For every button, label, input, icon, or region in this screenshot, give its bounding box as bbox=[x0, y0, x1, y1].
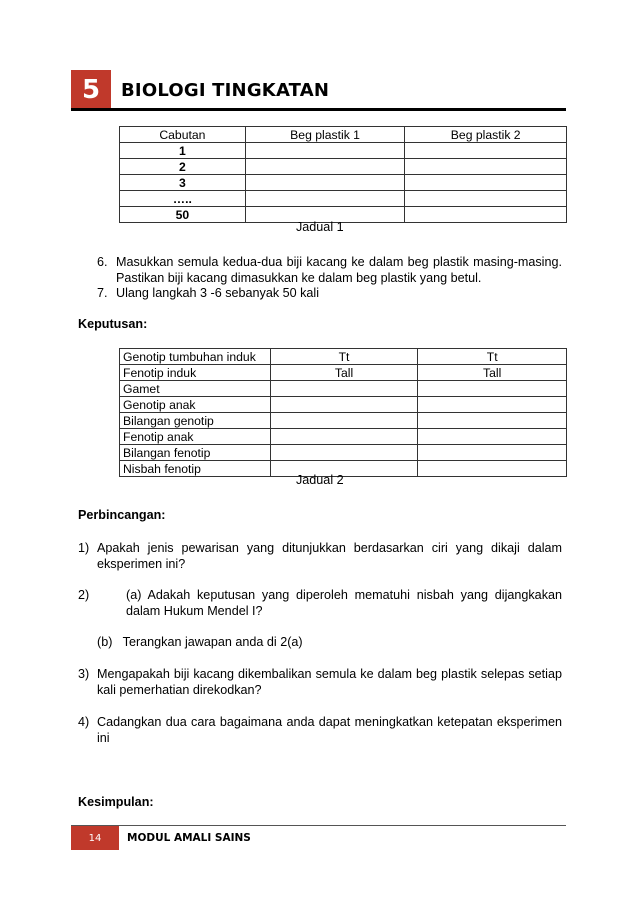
table-cell: Tall bbox=[270, 365, 418, 381]
table-cell bbox=[245, 143, 405, 159]
table-cell bbox=[245, 159, 405, 175]
step-text: Masukkan semula kedua-dua biji kacang ke dalam beg plastik masing-masing. Pastikan biji kacang dimasukkan ke dalam beg plastik yang betul. bbox=[116, 255, 562, 285]
column-header-beg-1: Beg plastik 1 bbox=[245, 127, 405, 143]
question-text: Cadangkan dua cara bagaimana anda dapat meningkatkan ketepatan eksperimen ini bbox=[97, 715, 562, 745]
table-row bbox=[120, 349, 567, 365]
table-row bbox=[120, 159, 567, 175]
table-cell: Fenotip anak bbox=[120, 429, 271, 445]
table-cell: Tall bbox=[418, 365, 567, 381]
page-number: 14 bbox=[71, 826, 119, 850]
table-row bbox=[120, 413, 567, 429]
table-cell: Bilangan fenotip bbox=[120, 445, 271, 461]
question-number: 2) bbox=[78, 588, 90, 602]
chapter-number-badge: 5 bbox=[71, 70, 111, 110]
column-header-cabutan: Cabutan bbox=[120, 127, 246, 143]
table-cell bbox=[418, 397, 567, 413]
table-caption: Jadual 1 bbox=[296, 220, 344, 234]
table-cell: Tt bbox=[270, 349, 418, 365]
table-cell: ….. bbox=[120, 191, 246, 207]
column-header-beg-2: Beg plastik 2 bbox=[405, 127, 567, 143]
table-row bbox=[120, 445, 567, 461]
table-cell bbox=[245, 175, 405, 191]
section-heading-kesimpulan: Kesimpulan: bbox=[78, 795, 154, 809]
table-row bbox=[120, 175, 567, 191]
question-number: 1) bbox=[78, 541, 90, 555]
table-header-row bbox=[120, 127, 567, 143]
table-row bbox=[120, 365, 567, 381]
table-cell bbox=[405, 175, 567, 191]
table-cell bbox=[270, 429, 418, 445]
table-cell bbox=[270, 381, 418, 397]
table-cell bbox=[405, 207, 567, 223]
table-cell bbox=[418, 445, 567, 461]
table-cell: Nisbah fenotip bbox=[120, 461, 271, 477]
table-cell: 3 bbox=[120, 175, 246, 191]
table-cell: 50 bbox=[120, 207, 246, 223]
table-cell bbox=[245, 191, 405, 207]
step-number: 7. bbox=[97, 286, 108, 300]
table-cell bbox=[270, 445, 418, 461]
table-row bbox=[120, 381, 567, 397]
table-cell: Bilangan genotip bbox=[120, 413, 271, 429]
page-title: BIOLOGI TINGKATAN bbox=[121, 80, 330, 101]
header-divider bbox=[71, 108, 566, 111]
section-heading-keputusan: Keputusan: bbox=[78, 317, 148, 331]
table-cell: 2 bbox=[120, 159, 246, 175]
table-cell bbox=[270, 461, 418, 477]
table-cell bbox=[418, 429, 567, 445]
table-keputusan bbox=[119, 348, 567, 477]
table-cell: Genotip anak bbox=[120, 397, 271, 413]
table-row bbox=[120, 143, 567, 159]
table-caption: Jadual 2 bbox=[296, 473, 344, 487]
step-number: 6. bbox=[97, 255, 108, 269]
footer-title: MODUL AMALI SAINS bbox=[127, 832, 251, 844]
table-cell bbox=[405, 143, 567, 159]
table-cell bbox=[418, 413, 567, 429]
table-row bbox=[120, 191, 567, 207]
table-cell: Genotip tumbuhan induk bbox=[120, 349, 271, 365]
table-cell: Tt bbox=[418, 349, 567, 365]
table-cabutan bbox=[119, 126, 567, 223]
table-row bbox=[120, 397, 567, 413]
question-number: 3) bbox=[78, 667, 90, 681]
question-text: Apakah jenis pewarisan yang ditunjukkan berdasarkan ciri yang dikaji dalam eksperimen ini? bbox=[97, 541, 562, 571]
question-number: 4) bbox=[78, 715, 90, 729]
table-cell bbox=[270, 397, 418, 413]
question-text: Mengapakah biji kacang dikembalikan semula ke dalam beg plastik selepas setiap kali pemerhatian direkodkan? bbox=[97, 667, 562, 697]
table-cell bbox=[405, 159, 567, 175]
table-cell bbox=[405, 191, 567, 207]
table-cell bbox=[270, 413, 418, 429]
step-text: Ulang langkah 3 -6 sebanyak 50 kali bbox=[116, 286, 320, 300]
table-cell: 1 bbox=[120, 143, 246, 159]
table-cell: Gamet bbox=[120, 381, 271, 397]
table-cell bbox=[418, 461, 567, 477]
table-row bbox=[120, 429, 567, 445]
table-cell bbox=[418, 381, 567, 397]
section-heading-perbincangan: Perbincangan: bbox=[78, 508, 166, 522]
footer-divider bbox=[71, 825, 566, 826]
question-text: (b) Terangkan jawapan anda di 2(a) bbox=[97, 635, 303, 649]
table-cell: Fenotip induk bbox=[120, 365, 271, 381]
question-text: (a) Adakah keputusan yang diperoleh mematuhi nisbah yang dijangkakan dalam Hukum Mendel I? bbox=[126, 588, 562, 618]
